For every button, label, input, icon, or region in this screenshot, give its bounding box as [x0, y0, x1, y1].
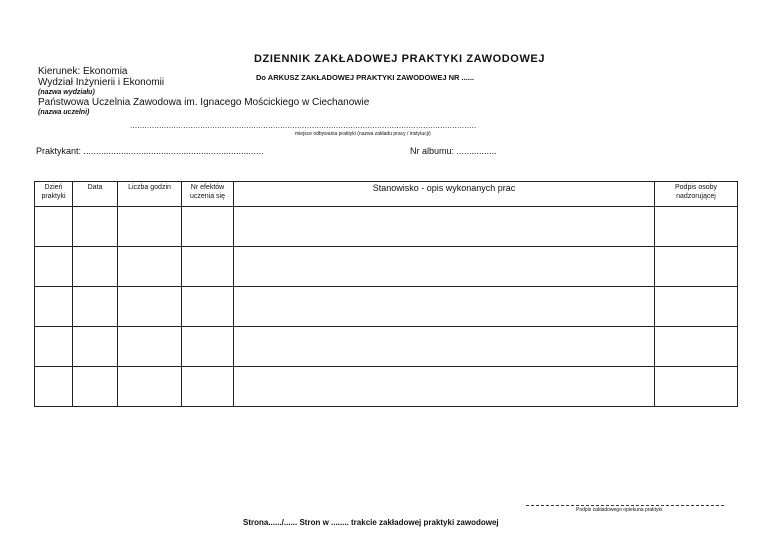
table-cell[interactable] — [234, 327, 655, 367]
table-cell[interactable] — [35, 327, 73, 367]
internship-log-table — [34, 181, 738, 407]
table-cell[interactable] — [655, 327, 738, 367]
table-cell[interactable] — [118, 287, 182, 327]
internship-place-line: ............................................................................................................................................... — [130, 121, 477, 130]
table-row — [35, 287, 738, 327]
table-cell[interactable] — [234, 247, 655, 287]
table-cell[interactable] — [182, 207, 234, 247]
table-cell[interactable] — [182, 287, 234, 327]
table-row — [35, 367, 738, 407]
table-cell[interactable] — [73, 247, 118, 287]
table-cell[interactable] — [182, 367, 234, 407]
table-cell[interactable] — [655, 207, 738, 247]
table-row — [35, 207, 738, 247]
document-subtitle: Do ARKUSZ ZAKŁADOWEJ PRAKTYKI ZAWODOWEJ NR ...... — [256, 73, 475, 82]
table-cell[interactable] — [234, 367, 655, 407]
table-cell[interactable] — [655, 367, 738, 407]
header-learning-outcomes: Nr efektów uczenia się — [182, 182, 234, 207]
table-cell[interactable] — [35, 287, 73, 327]
table-cell[interactable] — [73, 207, 118, 247]
university-name: Państwowa Uczelnia Zawodowa im. Ignacego Mościckiego w Ciechanowie — [38, 97, 370, 108]
table-row — [35, 327, 738, 367]
table-cell[interactable] — [655, 287, 738, 327]
page-footer: Strona....../...... Stron w ........ trakcie zakładowej praktyki zawodowej — [243, 518, 499, 527]
table-row — [35, 247, 738, 287]
internship-place-caption: miejsce odbywania praktyki (nazwa zakładu pracy / instytucji) — [295, 131, 431, 137]
table-cell[interactable] — [73, 287, 118, 327]
table-cell[interactable] — [118, 207, 182, 247]
table-cell[interactable] — [118, 327, 182, 367]
table-cell[interactable] — [118, 247, 182, 287]
trainee-field: Praktykant: ........................................................................ — [36, 146, 264, 156]
table-header-row — [35, 182, 738, 207]
header-hours: Liczba godzin — [118, 182, 182, 207]
album-number-field: Nr albumu: ................ — [410, 146, 497, 156]
header-position-description: Stanowisko - opis wykonanych prac — [234, 182, 655, 207]
header-date: Data — [73, 182, 118, 207]
header-day: Dzień praktyki — [35, 182, 73, 207]
field-of-study: Kierunek: Ekonomia — [38, 66, 128, 77]
table-cell[interactable] — [655, 247, 738, 287]
university-caption: (nazwa uczelni) — [38, 109, 90, 116]
document-title: DZIENNIK ZAKŁADOWEJ PRAKTYKI ZAWODOWEJ — [254, 53, 546, 65]
table-cell[interactable] — [35, 207, 73, 247]
faculty-caption: (nazwa wydziału) — [38, 89, 95, 96]
table-cell[interactable] — [234, 207, 655, 247]
signature-caption: Podpis zakładowego opiekuna praktyki — [576, 507, 663, 513]
signature-line — [526, 505, 724, 506]
table-cell[interactable] — [182, 327, 234, 367]
table-cell[interactable] — [35, 247, 73, 287]
table-cell[interactable] — [182, 247, 234, 287]
table-cell[interactable] — [35, 367, 73, 407]
table-cell[interactable] — [234, 287, 655, 327]
header-supervisor-signature: Podpis osoby nadzorującej — [655, 182, 738, 207]
faculty-name: Wydział Inżynierii i Ekonomii — [38, 77, 165, 88]
table-cell[interactable] — [118, 367, 182, 407]
table-cell[interactable] — [73, 327, 118, 367]
table-cell[interactable] — [73, 367, 118, 407]
